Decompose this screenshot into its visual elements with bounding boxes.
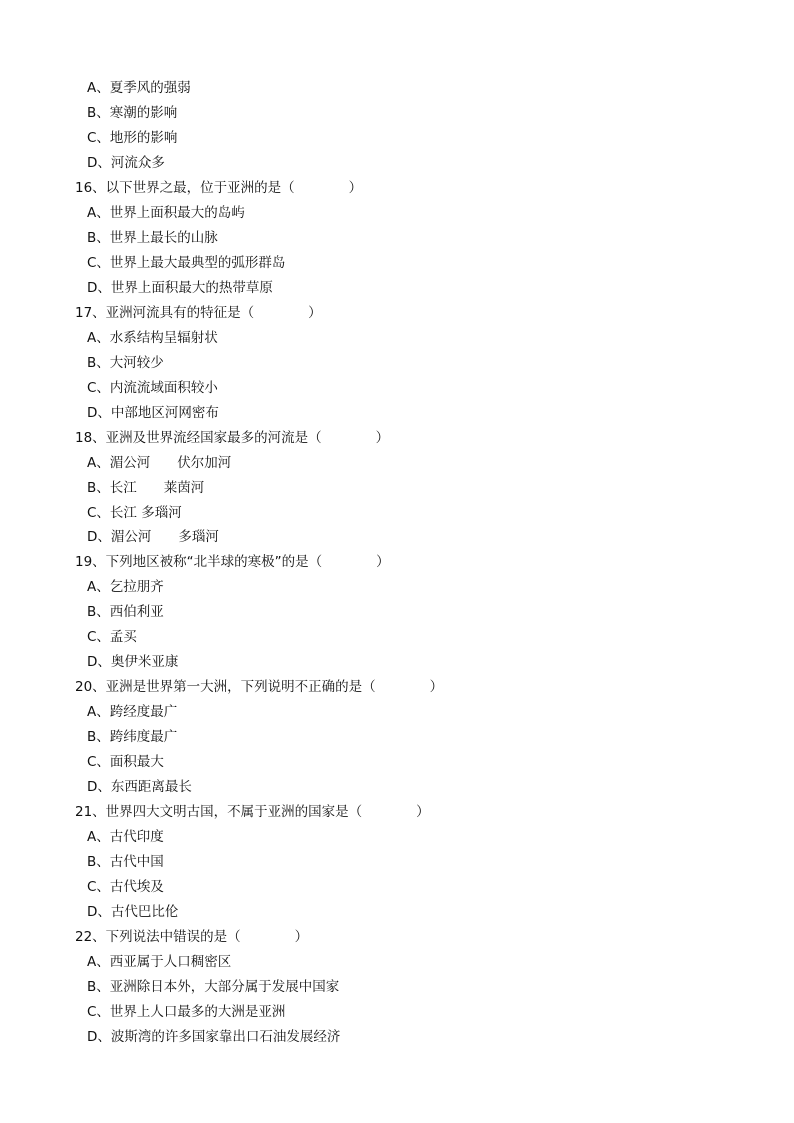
option-22-d: D、波斯湾的许多国家靠出口石油发展经济 <box>87 1029 341 1045</box>
question-16-stem: 16、以下世界之最，位于亚洲的是（ ） <box>75 180 363 196</box>
option-22-c: C、世界上人口最多的大洲是亚洲 <box>87 1004 286 1020</box>
option-20-b: B、跨纬度最广 <box>87 729 178 745</box>
option-21-a: A、古代印度 <box>87 829 164 845</box>
option-21-d: D、古代巴比伦 <box>87 904 179 920</box>
option-16-a: A、世界上面积最大的岛屿 <box>87 205 245 221</box>
option-15-b: B、寒潮的影响 <box>87 105 178 121</box>
option-19-b: B、西伯利亚 <box>87 604 164 620</box>
option-20-a: A、跨经度最广 <box>87 704 178 720</box>
option-16-d: D、世界上面积最大的热带草原 <box>87 280 273 296</box>
option-21-b: B、古代中国 <box>87 854 164 870</box>
option-16-c: C、世界上最大最典型的弧形群岛 <box>87 255 286 271</box>
question-21-stem: 21、世界四大文明古国，不属于亚洲的国家是（ ） <box>75 804 430 820</box>
option-18-a: A、湄公河 伏尔加河 <box>87 455 232 471</box>
option-21-c: C、古代埃及 <box>87 879 164 895</box>
option-20-d: D、东西距离最长 <box>87 779 192 795</box>
option-18-d: D、湄公河 多瑙河 <box>87 529 219 545</box>
option-18-b: B、长江 莱茵河 <box>87 480 205 496</box>
option-16-b: B、世界上最长的山脉 <box>87 230 218 246</box>
question-20-stem: 20、亚洲是世界第一大洲，下列说明不正确的是（ ） <box>75 679 444 695</box>
option-18-c: C、长江 多瑙河 <box>87 505 182 521</box>
option-17-d: D、中部地区河网密布 <box>87 405 219 421</box>
question-17-stem: 17、亚洲河流具有的特征是（ ） <box>75 305 322 321</box>
option-19-a: A、乞拉朋齐 <box>87 579 164 595</box>
option-19-d: D、奥伊米亚康 <box>87 654 179 670</box>
question-19-stem: 19、下列地区被称“北半球的寒极”的是（ ） <box>75 554 390 570</box>
question-22-stem: 22、下列说法中错误的是（ ） <box>75 929 309 945</box>
option-15-a: A、夏季风的强弱 <box>87 80 191 96</box>
option-15-d: D、河流众多 <box>87 155 165 171</box>
option-17-a: A、水系结构呈辐射状 <box>87 330 218 346</box>
option-22-a: A、西亚属于人口稠密区 <box>87 954 232 970</box>
option-17-b: B、大河较少 <box>87 355 164 371</box>
option-19-c: C、孟买 <box>87 629 137 645</box>
option-17-c: C、内流流域面积较小 <box>87 380 218 396</box>
option-20-c: C、面积最大 <box>87 754 164 770</box>
option-22-b: B、亚洲除日本外，大部分属于发展中国家 <box>87 979 340 995</box>
question-18-stem: 18、亚洲及世界流经国家最多的河流是（ ） <box>75 430 390 446</box>
option-15-c: C、地形的影响 <box>87 130 178 146</box>
